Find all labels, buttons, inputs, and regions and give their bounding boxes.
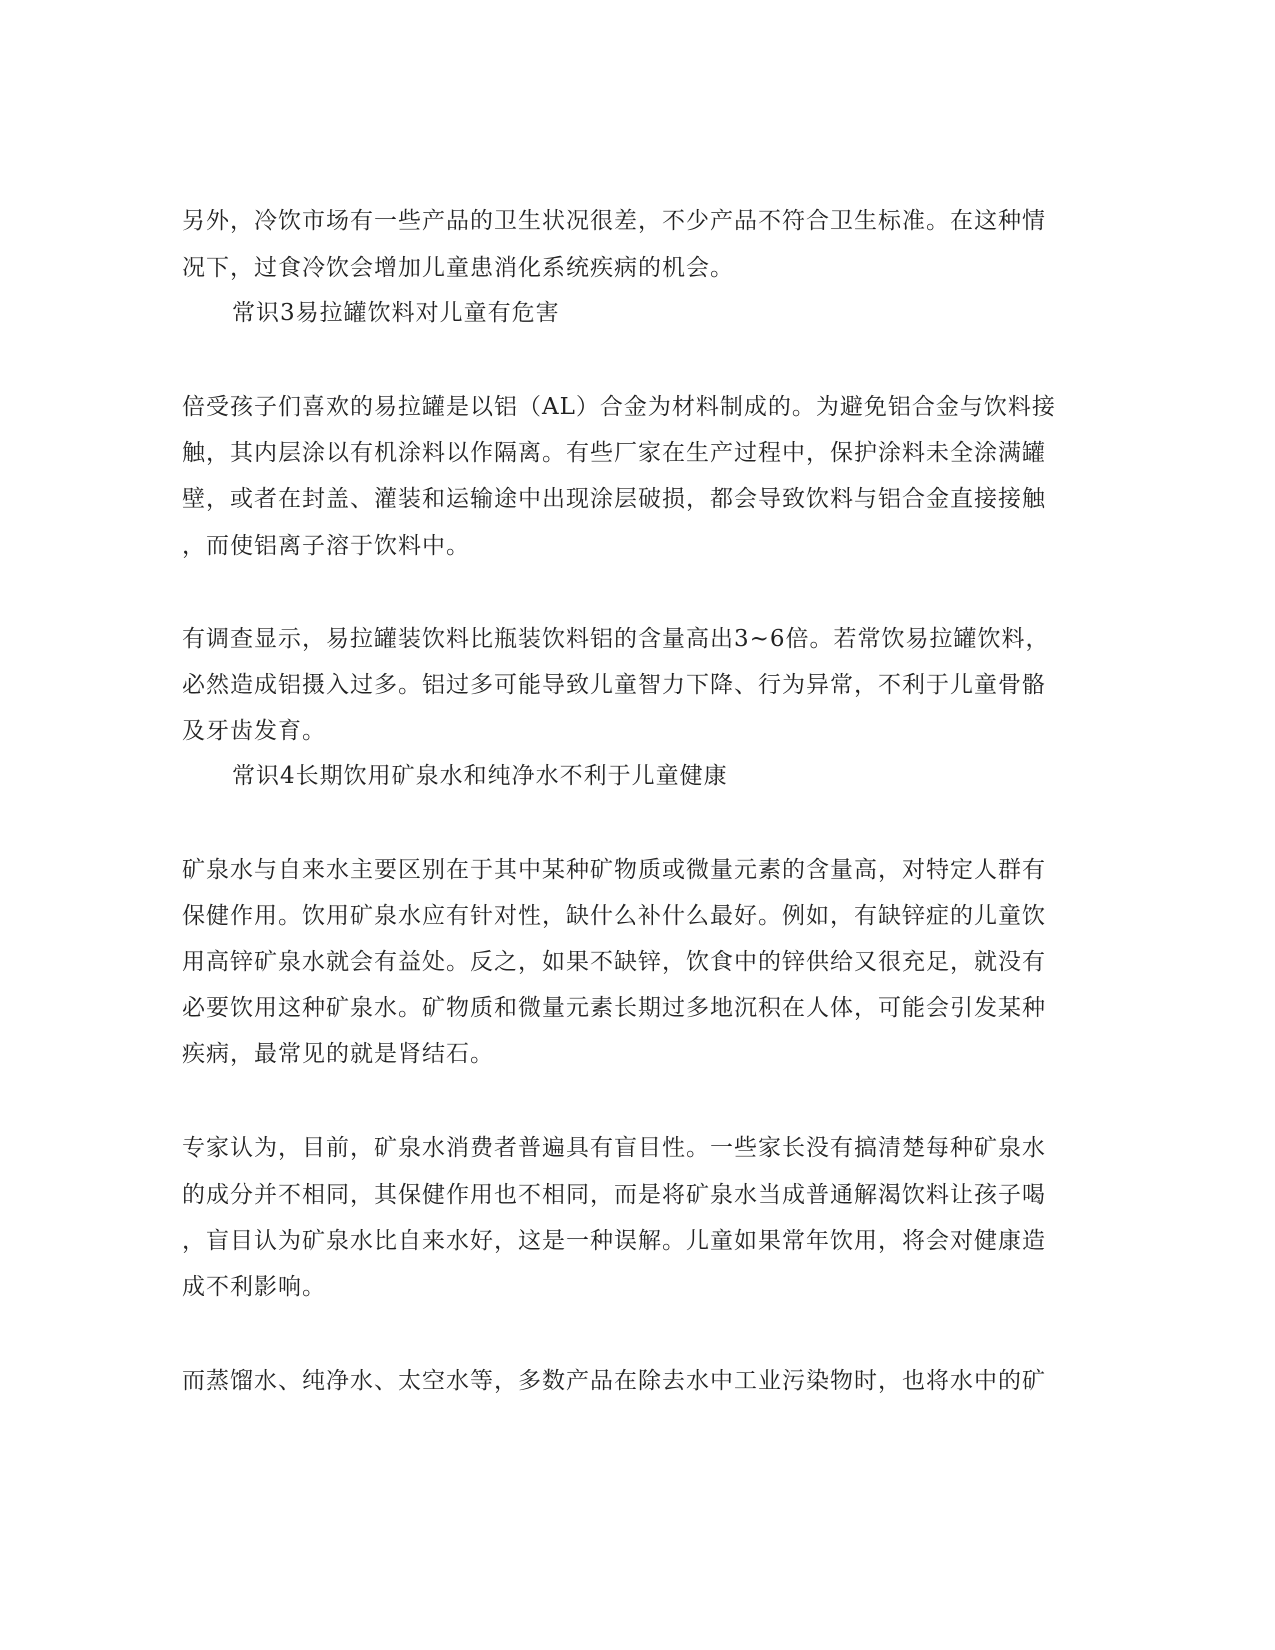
text-line: 况下，过食冷饮会增加儿童患消化系统疾病的机会。 bbox=[182, 255, 734, 281]
text-line: 的成分并不相同，其保健作用也不相同，而是将矿泉水当成普通解渴饮料让孩子喝 bbox=[182, 1182, 1046, 1208]
text-line: 用高锌矿泉水就会有益处。反之，如果不缺锌，饮食中的锌供给又很充足，就没有 bbox=[182, 949, 1046, 975]
text-line: 保健作用。饮用矿泉水应有针对性，缺什么补什么最好。例如，有缺锌症的儿童饮 bbox=[182, 903, 1046, 929]
text-line: 专家认为，目前，矿泉水消费者普遍具有盲目性。一些家长没有搞清楚每种矿泉水 bbox=[182, 1135, 1046, 1161]
text-line: 有调查显示，易拉罐装饮料比瓶装饮料铝的含量高出3~6倍。若常饮易拉罐饮料， bbox=[182, 626, 1050, 652]
text-line: 疾病，最常见的就是肾结石。 bbox=[182, 1041, 494, 1067]
text-line: 倍受孩子们喜欢的易拉罐是以铝（AL）合金为材料制成的。为避免铝合金与饮料接 bbox=[182, 394, 1056, 420]
text-line: 必要饮用这种矿泉水。矿物质和微量元素长期过多地沉积在人体，可能会引发某种 bbox=[182, 995, 1046, 1021]
text-line: 矿泉水与自来水主要区别在于其中某种矿物质或微量元素的含量高，对特定人群有 bbox=[182, 857, 1046, 883]
text-line: 触，其内层涂以有机涂料以作隔离。有些厂家在生产过程中，保护涂料未全涂满罐 bbox=[182, 440, 1046, 466]
text-line: 及牙齿发育。 bbox=[182, 718, 326, 744]
text-line: 必然造成铝摄入过多。铝过多可能导致儿童智力下降、行为异常，不利于儿童骨骼 bbox=[182, 672, 1046, 698]
text-line: 成不利影响。 bbox=[182, 1274, 326, 1300]
text-line: 壁，或者在封盖、灌装和运输途中出现涂层破损，都会导致饮料与铝合金直接接触 bbox=[182, 486, 1046, 512]
text-line: ，而使铝离子溶于饮料中。 bbox=[182, 533, 470, 559]
text-line: 而蒸馏水、纯净水、太空水等，多数产品在除去水中工业污染物时，也将水中的矿 bbox=[182, 1368, 1046, 1394]
section-heading: 常识3易拉罐饮料对儿童有危害 bbox=[232, 300, 560, 326]
text-line: 另外，冷饮市场有一些产品的卫生状况很差，不少产品不符合卫生标准。在这种情 bbox=[182, 208, 1046, 234]
section-heading: 常识4长期饮用矿泉水和纯净水不利于儿童健康 bbox=[232, 763, 728, 789]
text-line: ，盲目认为矿泉水比自来水好，这是一种误解。儿童如果常年饮用，将会对健康造 bbox=[182, 1228, 1046, 1254]
